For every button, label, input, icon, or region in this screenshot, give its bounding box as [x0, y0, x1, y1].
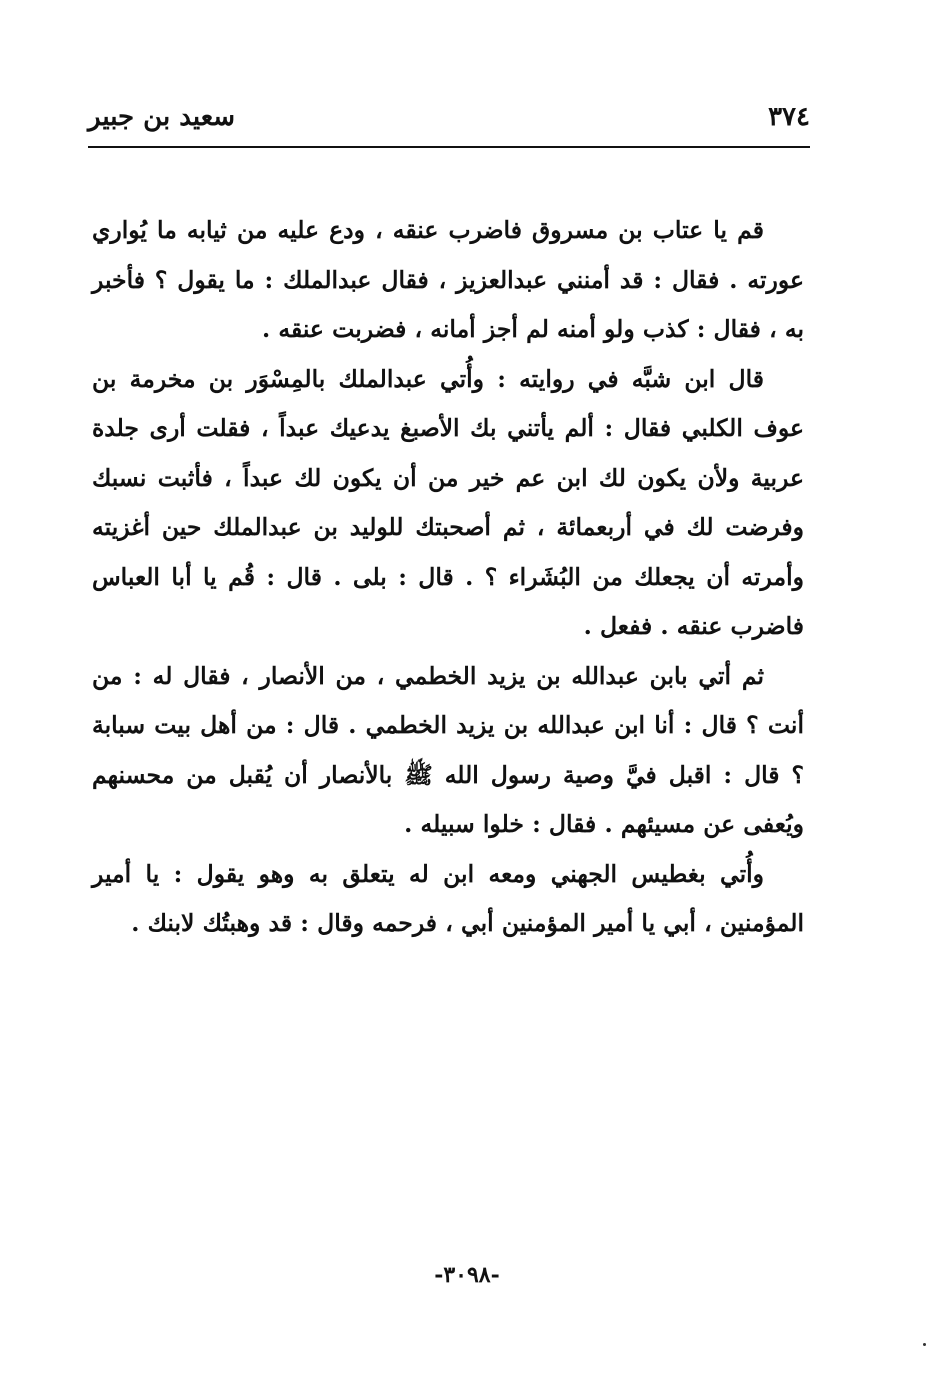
paragraph: وأُتي بغطيس الجهني ومعه ابن له يتعلق به وهو يقول : يا أمير المؤمنين ، أبي يا أمير المؤمنين أبي ، فرحمه وقال : قد وهبتُك لابنك .: [92, 859, 804, 937]
header-divider: [88, 146, 810, 148]
header-page-number: ٣٧٤: [768, 102, 810, 132]
main-text: [92, 206, 804, 949]
running-title: سعيد بن جبير: [88, 102, 236, 132]
paragraph: ثم أتي بابن عبدالله بن يزيد الخطمي ، من الأنصار ، فقال له : من أنت ؟ قال : أنا ابن عبدالله بن يزيد الخطمي . قال : من أهل بيت سبابة ؟ قال : اقبل فيَّ وصية رسول الله ﷺ بالأنصار أن يُقبل من محسنهم ويُعفى عن مسيئهم . فقال : خلوا سبيله .: [92, 661, 804, 838]
scan-speck: [923, 1343, 926, 1346]
page-header: [88, 98, 810, 146]
footer-page-number: -٣٠٩٨-: [434, 1262, 500, 1288]
paragraph: قال ابن شبَّه في روايته : وأُتي عبدالملك بالمِسْوَر بن مخرمة بن عوف الكلبي فقال : ألم يأتني بك الأصبغ يدعيك عبداً ، فقلت أرى جلدة عربية ولأن يكون لك ابن عم خير من أن يكون لك عبداً ، فأثبت نسبك وفرضت لك في أربعمائة ، ثم أصحبتك للوليد بن عبدالملك حين أغزيته وأمرته أن يجعلك من البُشَراء ؟ . قال : بلى . قال : قُم يا أبا العباس فاضرب عنقه . ففعل .: [92, 364, 804, 640]
paragraph: قم يا عتاب بن مسروق فاضرب عنقه ، ودع عليه من ثيابه ما يُواري عورته . فقال : قد أمنني عبدالعزيز ، فقال عبدالملك : ما يقول ؟ فأخبر به ، فقال : كذب ولو أمنه لم أجز أمانه ، فضربت عنقه .: [92, 216, 804, 343]
